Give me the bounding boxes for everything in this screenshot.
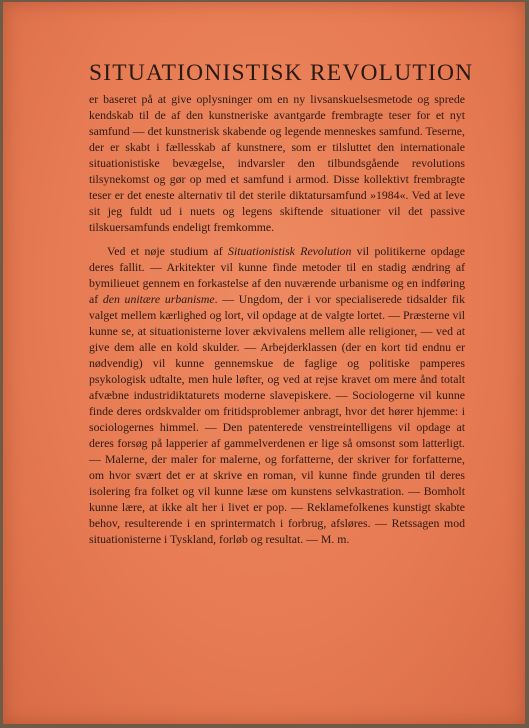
- paragraph-studium-emphasis-urbanism: den unitære urbanisme: [102, 292, 215, 306]
- paragraph-intro: er baseret på at give oplysninger om en ny livsanskuelsesmetode og sprede kendskab til de af den kunstneriske avantgarde frembragte teser for et nyt samfund — det kunstnerisk skabende og legende menneskes samfund. Teserne, der er skabt i fællesskab af kunstnere, som er tilsluttet den internationale situationistiske bevægelse, indvarsler den tilbundsgående revolutions tilsynekomst og gør op med et samfund i armod. Disse kollektivt frembragte teser er det eneste alternativ til det sterile diktatursamfund »1984«. Ved at leve sit jeg fuldt ud i nuets og legens skiftende situationer vil det passive tilskuersamfunds endeligt fremkomme.: [89, 92, 465, 234]
- book-back-cover: [3, 2, 525, 724]
- cover-text: [89, 60, 474, 547]
- paragraph-studium-text-3: . — Ungdom, der i vor specialiserede tidsalder fik valget mellem kærlighed og lort, vil opdage at de valgte lortet. — Præsterne vil kunne se, at situationisterne lover ækvivalens mellem alle religioner, — ved at give dem alle en kold skulder. — Arbejderklassen (der en kort tid endnu er nødvendig) vil kunne gennemskue de faglige og politiske pamperes psykologisk udtalte, men hule løfter, og ved at rejse kravet om mere ånd totalt afvæbne industridiktaturets moderne slavepiskere. — Sociologerne vil kunne finde deres ordskvalder om fritidsproblemer anbragt, hvor det hører hjemme: i sociologernes himmel. — Den patenterede venstreintelligens vil opdage at deres forsøg på lapperier af gammelverdenen er lige så omsonst som latterligt. — Malerne, der maler for malerne, og forfatterne, der skriver for forfatterne, om hvor svært det er at skrive en roman, vil kunne finde grunden til deres isolering fra folket og vil kunne læse om kunstens selvkastration. — Bomholt kunne lære, at ikke alt her i livet er pop. — Reklamefolkenes kunstigt skabte behov, resulterende i en sprintermatch i forbrug, afsløres. — Retssagen mod situationisterne i Tyskland, forløb og resultat. — M. m.: [89, 292, 465, 546]
- title: SITUATIONISTISK REVOLUTION: [89, 60, 474, 86]
- paragraph-studium-emphasis-title: Situationistisk Revolution: [228, 244, 352, 258]
- paragraph-studium-text-2: vil politikerne opdage deres fallit. — Arkitekter vil kunne finde metoder til en stadig ændring af bymilieuet gennem en forkastelse af den nuværende urbanisme og en indføring af: [89, 244, 465, 306]
- paragraph-studium-text-1: Ved et nøje studium af: [107, 244, 229, 258]
- paragraph-studium: [89, 243, 465, 547]
